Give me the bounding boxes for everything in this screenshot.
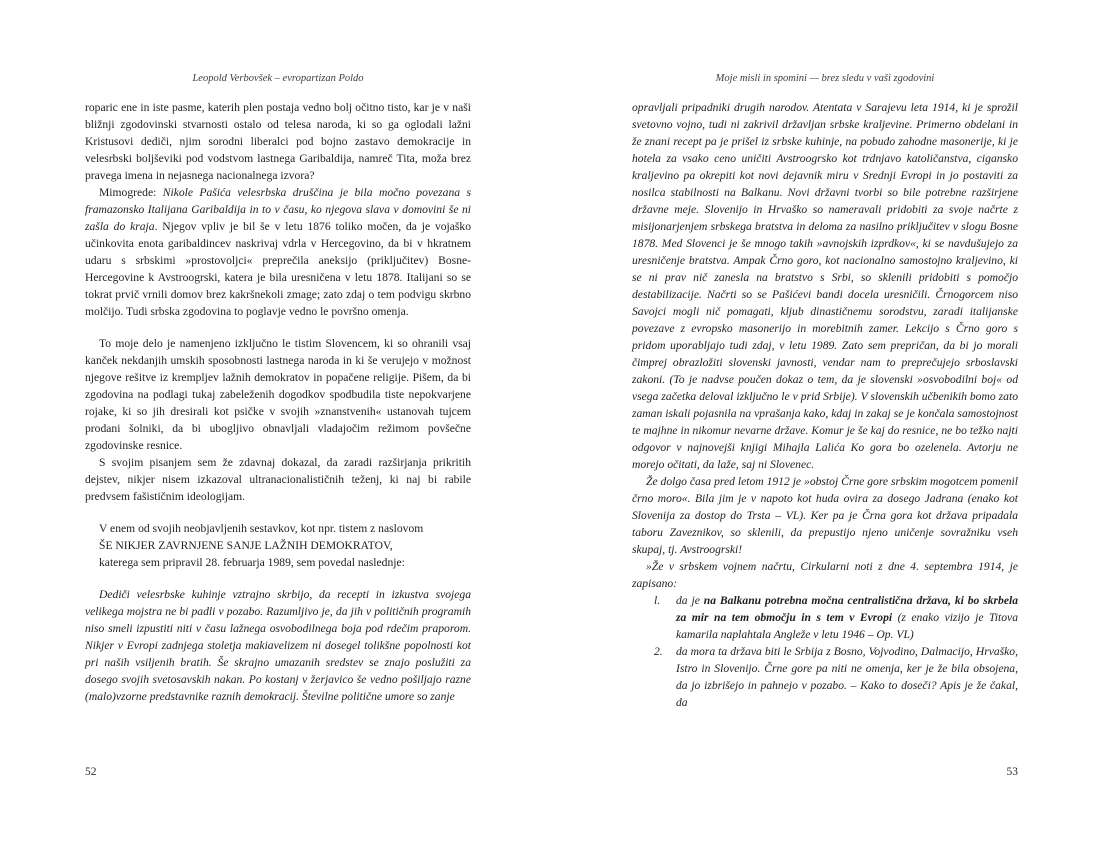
paragraph [85, 454, 471, 505]
left-running-head: Leopold Verbovšek – evropartizan Poldo [192, 73, 364, 84]
paragraph [85, 335, 471, 454]
paragraph [85, 520, 471, 571]
text-run: ŠE NIKJER ZAVRNJENE SANJE LAŽNIH DEMOKRATOV, [99, 539, 393, 552]
text-run: katerega sem pripravil 28. februarja 1989, sem povedal naslednje: [99, 556, 405, 569]
left-page-number: 52 [85, 766, 97, 778]
paragraph [632, 473, 1018, 558]
text-run: . Njegov vpliv je bil še v letu 1876 toliko močen, da je vojaško učinkovita enota garibaldincev naskrivaj vdrla v Hercegovino, da bi v hkratnem udaru s srbskimi »prostovoljci« preprečila aneksijo (priključitev) Bosne-Hercegovine k Avstroogrski, katera je bila uresničena v letu 1878. Italijani so se tokrat prvič vrnili domov brez kakršnekoli zmage; zato zdaj o tem podvigu skrbno molčijo. Tudi srbska zgodovina to poglavje vedno le površno omenja. [85, 220, 472, 318]
text-run: Nikole Pašića velesrbska druščina je bila močno povezana s framazonsko Italijana Garibaldija in to v času, ko njegova slava v domovini še ni zašla do kraja [85, 186, 471, 233]
list-marker: l. [654, 594, 661, 607]
paragraph [632, 558, 1018, 592]
left-page [85, 72, 471, 802]
text-run: »Že v srbskem vojnem načrtu, Cirkularni noti z dne 4. septembra 1914, je zapisano: [632, 560, 1018, 590]
right-page-body [632, 99, 1018, 711]
text-run: Že dolgo časa pred letom 1912 je »obstoj Črne gore srbskim mogotcem pomenil črno moro«. Bila jim je v napoto kot huda ovira za dosego Jadrana (enako kot Slovenija za dostop do Trsta – VL). Ker pa je Črna gora kot država pripadala taboru Zaveznikov, so sklenili, da prepustijo njeno uničenje sovražniku vseh skupaj, tj. Avstroogrski! [632, 475, 1018, 556]
paragraph [85, 184, 471, 320]
text-run: da je [676, 594, 704, 607]
text-run: (z enako vizijo je Titova kamarila naplahtala Angleže v letu 1946 – Op. VL) [676, 611, 1018, 641]
text-run: Dediči velesrbske kuhinje vztrajno skrbijo, da recepti in izkustva svojega velikega mojstra ne bi padli v pozabo. Razumljivo je, da jih v političnih programih niso smeli izpustiti niti v času lažnega osvobodilnega boja pod rdečim praporom. Nikjer v Evropi zadnjega stoletja makiavelizem ni dosegel tolikšne popolnosti kot pri naših vsiljenih bratih. Še skrajno umazanih sredstev se znajo poslužiti za dosego svojih svetosavskih nakan. Po kostanj v žerjavico še vedno pošiljajo razne (malo)vzorne predstavnike raznih demokracij. Številne politične umore so zanje [85, 588, 471, 703]
paragraph [632, 99, 1018, 473]
list-marker: 2. [654, 645, 663, 658]
text-run: V enem od svojih neobjavljenih sestavkov, kot npr. tistem z naslovom [99, 522, 424, 535]
list-item [632, 592, 1018, 643]
right-page-number: 53 [1006, 766, 1018, 778]
list-item [632, 643, 1018, 711]
paragraph [85, 99, 471, 184]
text-run: S svojim pisanjem sem že zdavnaj dokazal, da zaradi razširjanja prikritih dejstev, nikjer nisem izkazoval ultranacionalističnih teženj, ki naj bi rabile predvsem fašističnim ideologijam. [85, 456, 471, 503]
right-page [632, 72, 1018, 802]
text-run: roparic ene in iste pasme, katerih plen postaja vedno bolj očitno tisto, kar je v naši bližnji zgodovinski stvarnosti ostalo od telesa naroda, ki so ga oglodali lažni Kristusovi dediči, njim sorodni liberalci pod bojno zastavo demokracije in velesrbski boljševiki pod vodstvom lastnega Garibaldija, namreč Tita, moža brez pravega imena in nejasnega nacionalnega izvora? [85, 101, 471, 182]
paragraph [85, 586, 471, 705]
left-page-body [85, 99, 471, 705]
text-run: Mimogrede: [99, 186, 163, 199]
text-run: da mora ta država biti le Srbija z Bosno, Vojvodino, Dalmacijo, Hrvaško, Istro in Slovenijo. Črne gore pa niti ne omenja, ker je že bila obsojena, da jo izbrišejo in pahnejo v pozabo. – Kako to doseči? Apis je že čakal, da [676, 645, 1018, 709]
right-running-head: Moje misli in spomini — brez sledu v vaši zgodovini [715, 73, 935, 84]
text-run: opravljali pripadniki drugih narodov. Atentata v Sarajevu leta 1914, ki je sprožil svetovno vojno, tudi ni zakrivil državljan srbske kraljevine. Primerno obdelani in že znani recept pa je prišel iz srbske kuhinje, na pobudo zahodne masonerije, ki je hotela za vsako ceno uničiti Avstroogrsko kot trdnjavo katoličanstva, cigansko kraljevino pa okrepiti kot novi dejavnik miru v Srednji Evropi in jo postaviti za nosilca stabilnosti na Balkanu. Novi državni tvorbi so bile potrebne razširjene državne meje. Slovenijo in Hrvaško so nameravali pridobiti za svoje načrte z misijonarjenjem srbskega bratstva in deloma za nasilno priključitev v slogu Bosne 1878. Med Slovenci je še mnogo takih »avnojskih izprdkov«, ki se navdušujejo za uresničenje bratstva. Ampak Črno goro, kot nacionalno samostojno kraljevino, ki se ni prav nič zanesla na bratstvo s Srbi, so sklenili pridobiti s pomočjo destabilizacije. Načrti so se Pašićevi bandi docela uresničili. Črnogorcem niso Savojci mogli nič pomagati, kljub dinastičnemu sorodstvu, zaradi italijanske povezave z evropsko masonerijo in morebitnih zamer. Lekcijo s Črno goro s pridom uporabljajo tudi zdaj, v letu 1989. Zato sem prepričan, da bi jo morali čimprej obrazložiti slovenski javnosti, vendar nam to preprečujejo srboslavski zakoni. (To je nadvse poučen dokaz o tem, da je slovenski »osvobodilni boj« od vsega začetka deloval izključno le v prid Srbije). V slovenskih učbenikih bomo zato zaman iskali pojasnila na vprašanja kako, kdaj in zakaj se je končala samostojnost te majhne in nikomur nevarne države. Komur je še kaj do resnice, ne bo težko najti odgovor v najnovejši knjigi Mihajla Lalića Ko gora bo ozelenela. Avtorju ne morejo očitati, da laže, saj ni Slovenec. [632, 101, 1018, 471]
text-run: na Balkanu potrebna močna centralistična država, ki bo skrbela za mir na tem območju in s tem v Evropi [676, 594, 1018, 624]
text-run: To moje delo je namenjeno izključno le tistim Slovencem, ki so ohranili vsaj kanček nekdanjih umskih sposobnosti lastnega naroda in ki še verujejo v možnost njegove rešitve iz krempljev lažnih demokratov in popačene religije. Pišem, da bi zgodovina na podlagi tukaj zabeleženih dogodkov spodbudila tiste nepokvarjene rojake, ki so jih dresirali kot psičke v svojih »znanstvenih« ustanovah tujcem prodani šolniki, da bi ubogljivo obnavljali vladajočim režimom povšečne zgodovinske resnice. [85, 337, 471, 452]
